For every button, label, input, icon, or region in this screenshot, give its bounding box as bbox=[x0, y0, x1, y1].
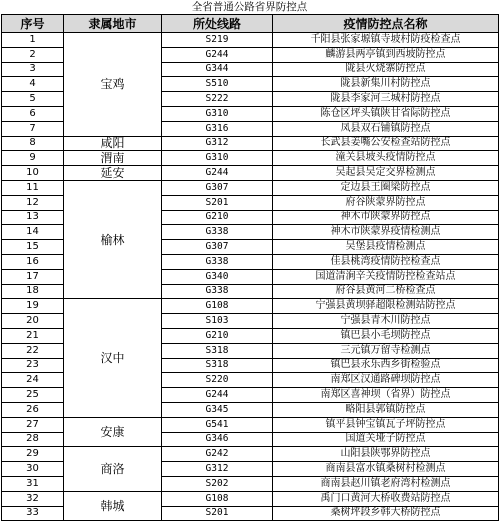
cell-name: 吴堡县疫情检测点 bbox=[273, 240, 499, 255]
cell-seq: 28 bbox=[2, 432, 64, 447]
page-title: 全省普通公路省界防控点 bbox=[191, 1, 308, 13]
cell-name: 略阳县郭镇防控点 bbox=[273, 402, 499, 417]
cell-name: 凤县双石铺镇防控点 bbox=[273, 121, 499, 136]
cell-seq: 3 bbox=[2, 62, 64, 77]
cell-city: 韩城 bbox=[64, 491, 162, 521]
cell-city: 渭南 bbox=[64, 151, 162, 166]
cell-name: 南郑区喜神坝（省界）防控点 bbox=[273, 388, 499, 403]
header-seq: 序号 bbox=[2, 15, 64, 33]
cell-route: G310 bbox=[162, 106, 273, 121]
cell-seq: 4 bbox=[2, 77, 64, 92]
cell-name: 禹门口黄河大桥收费站防控点 bbox=[273, 491, 499, 506]
cell-seq: 7 bbox=[2, 121, 64, 136]
cell-city: 宝鸡 bbox=[64, 33, 162, 137]
cell-name: 府谷陕蒙界防控点 bbox=[273, 195, 499, 210]
cell-name: 府谷县黄河二桥检查点 bbox=[273, 284, 499, 299]
cell-seq: 1 bbox=[2, 33, 64, 48]
cell-route: G338 bbox=[162, 254, 273, 269]
cell-name: 三元镇万留寺检测点 bbox=[273, 343, 499, 358]
cell-name: 宁强县青木川防控点 bbox=[273, 314, 499, 329]
table-row bbox=[2, 491, 499, 506]
cell-route: G346 bbox=[162, 432, 273, 447]
cell-seq: 23 bbox=[2, 358, 64, 373]
table-row bbox=[2, 33, 499, 48]
cell-route: S219 bbox=[162, 33, 273, 48]
cell-seq: 17 bbox=[2, 269, 64, 284]
cell-name: 山阳县陕鄂界防控点 bbox=[273, 447, 499, 462]
cell-seq: 8 bbox=[2, 136, 64, 151]
cell-route: S103 bbox=[162, 314, 273, 329]
header-route: 所处线路 bbox=[162, 15, 273, 33]
table-row bbox=[2, 447, 499, 462]
cell-name: 吴起县吴定交界检测点 bbox=[273, 166, 499, 181]
cell-route: G210 bbox=[162, 210, 273, 225]
header-name: 疫情防控点名称 bbox=[273, 15, 499, 33]
cell-name: 国道关垭子防控点 bbox=[273, 432, 499, 447]
cell-route: G244 bbox=[162, 166, 273, 181]
cell-route: G244 bbox=[162, 388, 273, 403]
cell-route: G312 bbox=[162, 462, 273, 477]
cell-city: 榆林 bbox=[64, 180, 162, 298]
cell-name: 陇县火烧寨防控点 bbox=[273, 62, 499, 77]
cell-name: 商南县富水镇桑树村检测点 bbox=[273, 462, 499, 477]
cell-seq: 29 bbox=[2, 447, 64, 462]
cell-name: 南郑区汉通路碑坝防控点 bbox=[273, 373, 499, 388]
table-row bbox=[2, 417, 499, 432]
cell-route: G210 bbox=[162, 328, 273, 343]
table-row bbox=[2, 299, 499, 314]
cell-route: S222 bbox=[162, 92, 273, 107]
header-row bbox=[2, 15, 499, 33]
cell-name: 千阳县张家塬镇寺坡村防疫检查点 bbox=[273, 33, 499, 48]
cell-route: S201 bbox=[162, 506, 273, 521]
cell-seq: 19 bbox=[2, 299, 64, 314]
cell-route: G338 bbox=[162, 284, 273, 299]
cell-name: 宁强县黄坝驿超限检测站防控点 bbox=[273, 299, 499, 314]
cell-name: 长武县姜嘴公安检查站防控点 bbox=[273, 136, 499, 151]
cell-route: G307 bbox=[162, 180, 273, 195]
checkpoint-table bbox=[1, 14, 499, 521]
cell-name: 桑树坪段乡韩大桥防控点 bbox=[273, 506, 499, 521]
cell-seq: 13 bbox=[2, 210, 64, 225]
header-city: 隶属地市 bbox=[64, 15, 162, 33]
cell-city: 安康 bbox=[64, 417, 162, 447]
cell-seq: 33 bbox=[2, 506, 64, 521]
cell-seq: 18 bbox=[2, 284, 64, 299]
cell-name: 镇平县钟宝镇瓦子坪防控点 bbox=[273, 417, 499, 432]
cell-name: 麟游县两亭镇到西坡防控点 bbox=[273, 47, 499, 62]
cell-name: 镇巴县永乐西乡街检验点 bbox=[273, 358, 499, 373]
cell-seq: 6 bbox=[2, 106, 64, 121]
cell-city: 汉中 bbox=[64, 299, 162, 417]
cell-seq: 9 bbox=[2, 151, 64, 166]
table-row bbox=[2, 136, 499, 151]
cell-name: 定边县王圈梁防控点 bbox=[273, 180, 499, 195]
cell-city: 商洛 bbox=[64, 447, 162, 491]
cell-seq: 31 bbox=[2, 476, 64, 491]
cell-seq: 25 bbox=[2, 388, 64, 403]
cell-seq: 2 bbox=[2, 47, 64, 62]
cell-seq: 10 bbox=[2, 166, 64, 181]
cell-city: 咸阳 bbox=[64, 136, 162, 151]
cell-name: 佳县桃湾疫情防控检查点 bbox=[273, 254, 499, 269]
table-row bbox=[2, 151, 499, 166]
cell-route: S510 bbox=[162, 77, 273, 92]
cell-route: S318 bbox=[162, 358, 273, 373]
cell-city: 延安 bbox=[64, 166, 162, 181]
cell-seq: 32 bbox=[2, 491, 64, 506]
cell-route: G344 bbox=[162, 62, 273, 77]
cell-seq: 15 bbox=[2, 240, 64, 255]
cell-name: 陇县李家河三城村防控点 bbox=[273, 92, 499, 107]
cell-route: G108 bbox=[162, 491, 273, 506]
cell-route: G345 bbox=[162, 402, 273, 417]
cell-route: S220 bbox=[162, 373, 273, 388]
cell-route: G310 bbox=[162, 151, 273, 166]
cell-seq: 20 bbox=[2, 314, 64, 329]
cell-route: G338 bbox=[162, 225, 273, 240]
cell-route: G340 bbox=[162, 269, 273, 284]
cell-name: 商南县赵川镇老府湾村检测点 bbox=[273, 476, 499, 491]
cell-name: 神木市陕蒙界疫情检测点 bbox=[273, 225, 499, 240]
cell-seq: 22 bbox=[2, 343, 64, 358]
cell-name: 国道清涧辛关疫情防控检查站点 bbox=[273, 269, 499, 284]
cell-name: 潼关县坡头疫情防控点 bbox=[273, 151, 499, 166]
cell-name: 陇县新集川村防控点 bbox=[273, 77, 499, 92]
cell-route: G316 bbox=[162, 121, 273, 136]
table-row bbox=[2, 180, 499, 195]
cell-seq: 5 bbox=[2, 92, 64, 107]
cell-name: 镇巴县小毛坝防控点 bbox=[273, 328, 499, 343]
cell-route: G307 bbox=[162, 240, 273, 255]
cell-seq: 21 bbox=[2, 328, 64, 343]
cell-seq: 14 bbox=[2, 225, 64, 240]
cell-seq: 24 bbox=[2, 373, 64, 388]
cell-name: 神木市陕蒙界防控点 bbox=[273, 210, 499, 225]
cell-seq: 11 bbox=[2, 180, 64, 195]
cell-route: G312 bbox=[162, 136, 273, 151]
cell-route: S318 bbox=[162, 343, 273, 358]
cell-route: G244 bbox=[162, 47, 273, 62]
table-body bbox=[2, 33, 499, 521]
cell-route: G541 bbox=[162, 417, 273, 432]
cell-route: S202 bbox=[162, 476, 273, 491]
cell-seq: 16 bbox=[2, 254, 64, 269]
cell-route: G242 bbox=[162, 447, 273, 462]
cell-seq: 12 bbox=[2, 195, 64, 210]
cell-seq: 27 bbox=[2, 417, 64, 432]
table-row bbox=[2, 166, 499, 181]
cell-route: S201 bbox=[162, 195, 273, 210]
cell-route: G108 bbox=[162, 299, 273, 314]
cell-seq: 26 bbox=[2, 402, 64, 417]
cell-name: 陈仓区坪头镇陕甘省际防控点 bbox=[273, 106, 499, 121]
cell-seq: 30 bbox=[2, 462, 64, 477]
